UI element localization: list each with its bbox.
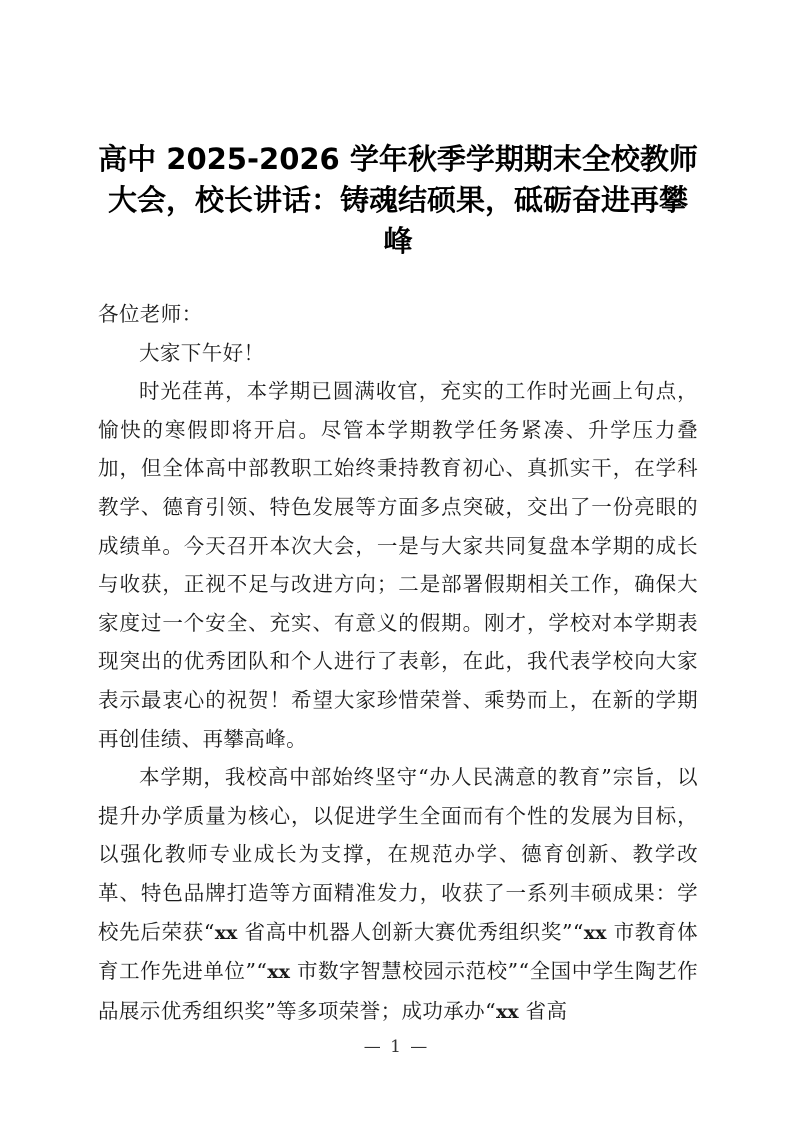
redacted-placeholder: xx — [214, 921, 238, 944]
redacted-placeholder: xx — [583, 921, 607, 944]
paragraph-1: 时光荏苒，本学期已圆满收官，充实的工作时光画上句点，愉快的寒假即将开启。尽管本学期教学任务紧凑、升学压力叠加，但全体高中部教职工始终秉持教育初心、真抓实干，在学科教学、德育引领、特色发展等方面多点突破，交出了一份亮眼的成绩单。今天召开本次大会，一是与大家共同复盘本学期的成长与收获，正视不足与改进方向；二是部署假期相关工作，确保大家度过一个安全、充实、有意义的假期。刚才，学校对本学期表现突出的优秀团队和个人进行了表彰，在此，我代表学校向大家表示最衷心的祝贺！希望大家珍惜荣誉、乘势而上，在新的学期再创佳绩、再攀高峰。 — [98, 379, 698, 751]
redacted-placeholder: xx — [267, 961, 290, 984]
document-body — [98, 295, 698, 1031]
paragraph-2: 本学期，我校高中部始终坚守“办人民满意的教育”宗旨，以提升办学质量为核心，以促进学生全面而有个性的发展为目标，以强化教师专业成长为支撑，在规范办学、德育创新、教学改革、特色品牌打造等方面精准发力，收获了一系列丰硕成果：学校先后荣获“xx 省高中机器人创新大赛优秀组织奖”“xx 市教育体育工作先进单位”“xx 市数字智慧校园示范校”“全国中学生陶艺作品展示优秀组织奖”等多项荣誉；成功承办“xx 省高 — [98, 765, 698, 1023]
page-content — [98, 0, 698, 1031]
redacted-placeholder: xx — [495, 1000, 519, 1023]
salutation: 各位老师： — [98, 302, 203, 326]
page-number-footer: — 1 — — [363, 1037, 430, 1057]
greeting-line: 大家下午好！ — [139, 340, 265, 365]
page-title: 高中 2025-2026 学年秋季学期期末全校教师大会，校长讲话：铸魂结硕果，砥砺奋进再攀峰 — [98, 142, 698, 258]
